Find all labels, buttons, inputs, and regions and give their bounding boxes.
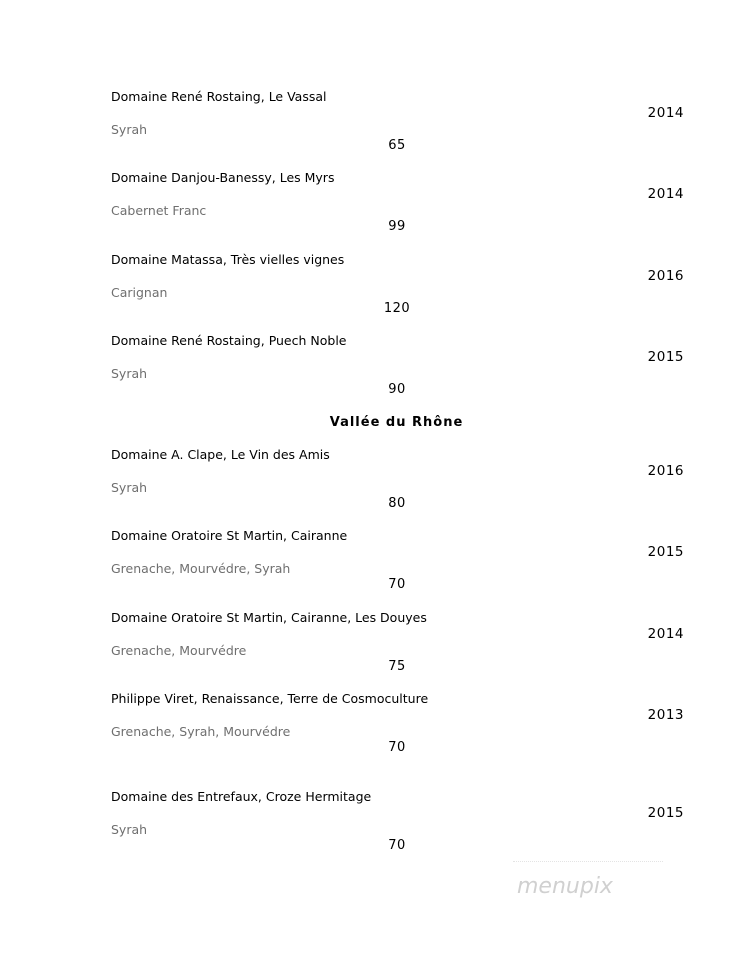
wine-grape: Syrah (111, 122, 148, 137)
section-title: Vallée du Rhône (329, 415, 464, 430)
wine-vintage: 2014 (647, 105, 684, 121)
wine-name: Domaine des Entrefaux, Croze Hermitage (111, 789, 372, 804)
wine-price: 75 (388, 659, 406, 674)
wine-vintage: 2013 (647, 707, 684, 723)
wine-grape: Carignan (111, 285, 168, 300)
wine-vintage: 2015 (647, 349, 684, 365)
wine-entry (0, 447, 750, 517)
watermark-logo: menupix (517, 874, 613, 899)
wine-entry (0, 333, 750, 403)
wine-name: Philippe Viret, Renaissance, Terre de Cosmoculture (111, 691, 429, 706)
wine-name: Domaine Oratoire St Martin, Cairanne, Les Douyes (111, 610, 427, 625)
wine-entry (0, 170, 750, 240)
wine-vintage: 2016 (647, 268, 684, 284)
wine-vintage: 2016 (647, 463, 684, 479)
wine-price: 70 (388, 577, 406, 592)
wine-name: Domaine René Rostaing, Le Vassal (111, 89, 327, 104)
wine-price: 70 (388, 740, 406, 755)
watermark-divider (513, 861, 663, 863)
wine-price: 65 (388, 138, 406, 153)
wine-grape: Grenache, Mourvédre, Syrah (111, 561, 291, 576)
wine-grape: Grenache, Mourvédre (111, 643, 247, 658)
wine-vintage: 2014 (647, 186, 684, 202)
wine-entry (0, 789, 750, 859)
wine-entry (0, 610, 750, 680)
wine-price: 70 (388, 838, 406, 853)
wine-name: Domaine Danjou-Banessy, Les Myrs (111, 170, 335, 185)
wine-grape: Syrah (111, 480, 148, 495)
wine-vintage: 2015 (647, 805, 684, 821)
wine-name: Domaine A. Clape, Le Vin des Amis (111, 447, 330, 462)
wine-grape: Cabernet Franc (111, 203, 207, 218)
wine-price: 120 (383, 301, 411, 316)
wine-name: Domaine Oratoire St Martin, Cairanne (111, 528, 348, 543)
wine-entry (0, 89, 750, 159)
wine-price: 80 (388, 496, 406, 511)
wine-entry (0, 528, 750, 598)
wine-price: 90 (388, 382, 406, 397)
wine-vintage: 2015 (647, 544, 684, 560)
wine-grape: Syrah (111, 366, 148, 381)
wine-entry (0, 691, 750, 761)
wine-grape: Grenache, Syrah, Mourvédre (111, 724, 291, 739)
wine-name: Domaine Matassa, Très vielles vignes (111, 252, 345, 267)
wine-name: Domaine René Rostaing, Puech Noble (111, 333, 347, 348)
wine-price: 99 (388, 219, 406, 234)
wine-entry (0, 252, 750, 322)
wine-grape: Syrah (111, 822, 148, 837)
wine-vintage: 2014 (647, 626, 684, 642)
